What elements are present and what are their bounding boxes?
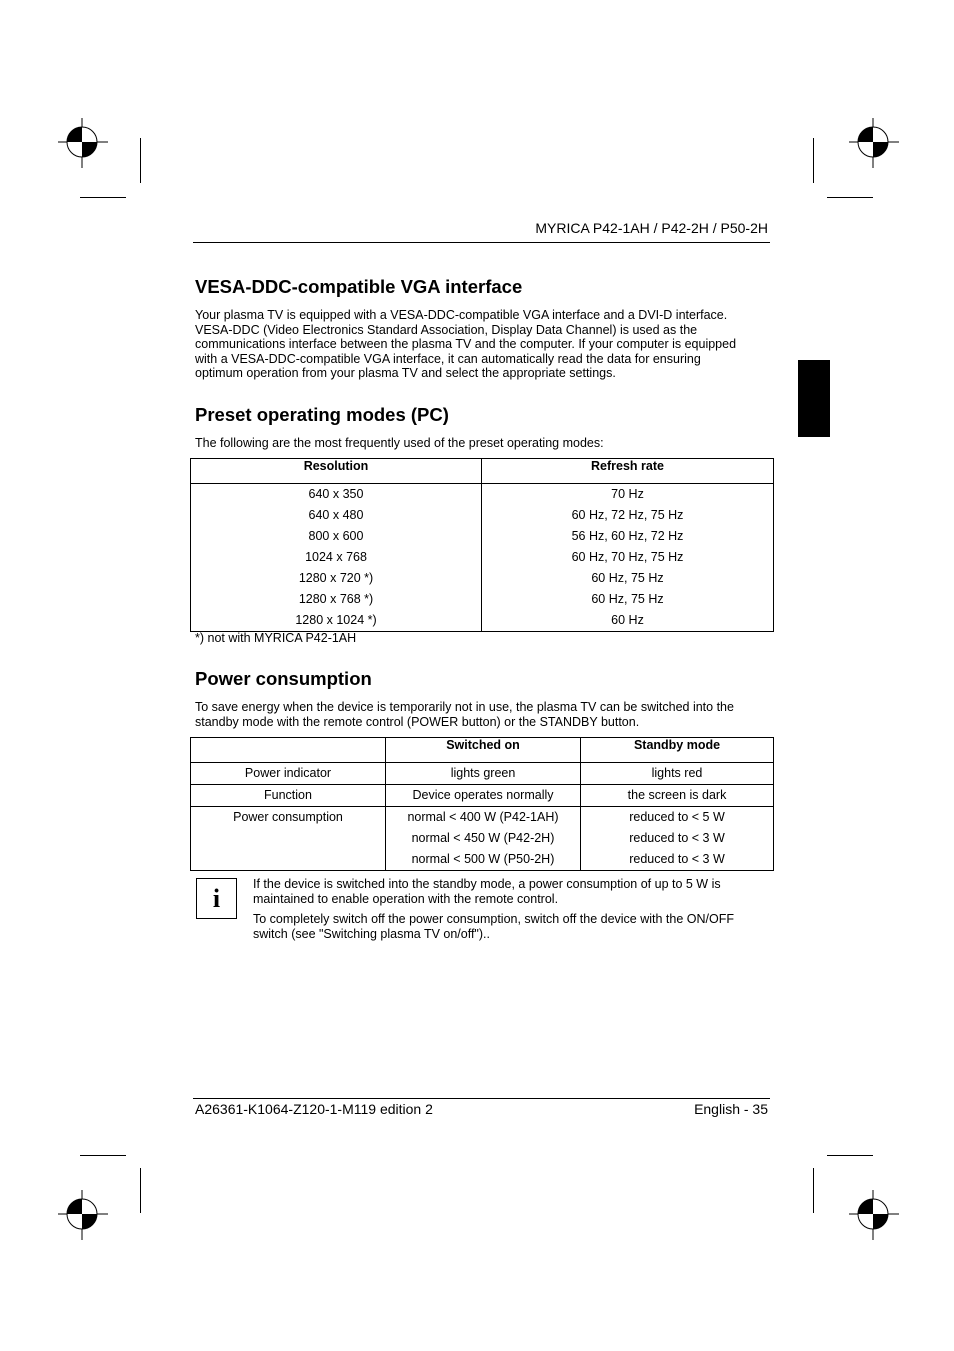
- table-cell: reduced to < 5 W: [629, 810, 725, 824]
- info-icon: i: [196, 878, 237, 919]
- power-table: [190, 737, 774, 871]
- crop-mark: [827, 197, 873, 198]
- registration-mark-bottom-right: [849, 1190, 899, 1240]
- vga-paragraph: Your plasma TV is equipped with a VESA-DDC-compatible VGA interface and a DVI-D interface. VESA-DDC (Video Electronics Standard Association, Display Data Channel) is used as the communications interface between the plasma TV and the computer. If your computer is equipped with a VESA-DDC-compatible VGA interface, it can automatically read the data for ensuring optimum operation from your plasma TV and select the appropriate settings.: [195, 308, 737, 380]
- column-header: Resolution: [191, 459, 482, 484]
- resolution-cell: 640 x 480: [308, 508, 364, 522]
- footer-rule: [193, 1098, 770, 1099]
- resolution-cell: 1280 x 768 *): [298, 592, 374, 606]
- note-paragraph-2: To completely switch off the power consumption, switch off the device with the ON/OFF switch (see "Switching plasma TV on/off")..: [253, 912, 734, 941]
- resolution-cell: 640 x 350: [308, 487, 364, 501]
- footer-doc-id: A26361-K1064-Z120-1-M119 edition 2: [195, 1101, 433, 1117]
- resolution-cell: 1280 x 1024 *): [295, 613, 377, 627]
- crop-mark: [827, 1155, 873, 1156]
- refresh-rate-cell: 70 Hz: [611, 487, 644, 501]
- section-title-vga: VESA-DDC-compatible VGA interface: [195, 276, 523, 297]
- row-label: Power consumption: [191, 807, 386, 871]
- section-title-power: Power consumption: [195, 668, 372, 689]
- row-label: Function: [191, 785, 386, 807]
- registration-mark-top-left: [58, 118, 108, 168]
- registration-mark-bottom-left: [58, 1190, 108, 1240]
- section-title-modes: Preset operating modes (PC): [195, 404, 449, 425]
- table-row: [191, 484, 774, 632]
- resolution-cell: 800 x 600: [308, 529, 364, 543]
- table-cell: reduced to < 3 W: [629, 852, 725, 866]
- footer-page-number: English - 35: [694, 1101, 768, 1117]
- table-row: [191, 807, 774, 871]
- refresh-rate-cell: 60 Hz, 70 Hz, 75 Hz: [571, 550, 684, 564]
- resolution-cell: 1280 x 720 *): [298, 571, 374, 585]
- refresh-rate-cell: 60 Hz, 72 Hz, 75 Hz: [571, 508, 684, 522]
- table-cell: normal < 500 W (P50-2H): [411, 852, 555, 866]
- note-paragraph-1: If the device is switched into the standby mode, a power consumption of up to 5 W is maintained to enable operation with the remote control.: [253, 877, 721, 906]
- registration-mark-top-right: [849, 118, 899, 168]
- header-model: MYRICA P42-1AH / P42-2H / P50-2H: [535, 220, 768, 236]
- column-header: Switched on: [386, 738, 581, 763]
- modes-intro: The following are the most frequently used of the preset operating modes:: [195, 436, 604, 450]
- power-paragraph: To save energy when the device is temporarily not in use, the plasma TV can be switched into the standby mode with the remote control (POWER button) or the STANDBY button.: [195, 700, 734, 729]
- refresh-rate-cell: 60 Hz: [611, 613, 644, 627]
- table-row: [191, 763, 774, 785]
- table-cell: lights red: [581, 763, 774, 785]
- table-cell: normal < 400 W (P42-1AH): [407, 810, 559, 824]
- crop-mark: [813, 1168, 814, 1213]
- table-cell: reduced to < 3 W: [629, 831, 725, 845]
- refresh-rate-cell: 60 Hz, 75 Hz: [591, 571, 664, 585]
- modes-table: [190, 458, 774, 632]
- table-row: [191, 785, 774, 807]
- crop-mark: [140, 138, 141, 183]
- crop-mark: [80, 1155, 126, 1156]
- table-cell: lights green: [386, 763, 581, 785]
- header-rule: [193, 242, 770, 243]
- refresh-rate-cell: 60 Hz, 75 Hz: [591, 592, 664, 606]
- refresh-rate-cell: 56 Hz, 60 Hz, 72 Hz: [571, 529, 684, 543]
- modes-footnote: *) not with MYRICA P42-1AH: [195, 631, 357, 645]
- crop-mark: [140, 1168, 141, 1213]
- crop-mark: [80, 197, 126, 198]
- table-cell: Device operates normally: [386, 785, 581, 807]
- resolution-cell: 1024 x 768: [305, 550, 367, 564]
- column-header-empty: [191, 738, 386, 763]
- table-cell: normal < 450 W (P42-2H): [411, 831, 555, 845]
- crop-mark: [813, 138, 814, 183]
- column-header: Standby mode: [581, 738, 774, 763]
- chapter-thumb-tab: [798, 360, 830, 437]
- column-header: Refresh rate: [482, 459, 774, 484]
- row-label: Power indicator: [191, 763, 386, 785]
- table-cell: the screen is dark: [581, 785, 774, 807]
